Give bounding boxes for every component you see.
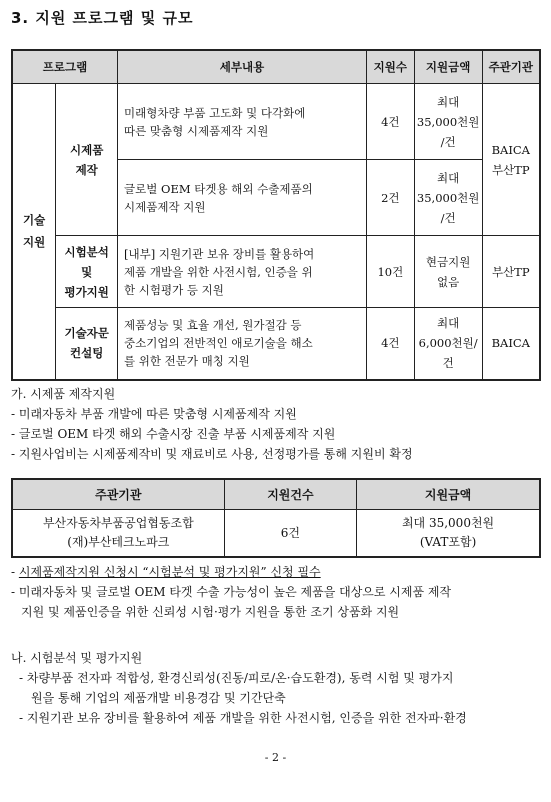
header-amount: 지원금액 — [414, 50, 482, 84]
section-na — [11, 648, 467, 728]
table-header-row — [12, 50, 540, 84]
detail-cell: 제품성능 및 효율 개선, 원가절감 등 중소기업의 전반적인 애로기술을 해소 를 위한 전문가 매칭 지원 — [118, 308, 367, 380]
page-number: - 2 - — [264, 751, 287, 764]
list-item: - 글로벌 OEM 타겟 해외 수출시장 진출 부품 시제품제작 지원 — [11, 427, 336, 441]
table-header-row — [12, 479, 540, 510]
note-required: - 시제품제작지원 신청시 “시험분석 및 평가지원” 신청 필수 — [11, 565, 321, 579]
header-amount: 지원금액 — [357, 479, 540, 510]
notes — [11, 562, 451, 622]
count-cell: 6건 — [224, 510, 356, 558]
org-cell: 부산자동차부품공업협동조합 (재)부산테크노파크 — [12, 510, 224, 558]
count-cell: 4건 — [366, 308, 414, 380]
header-org: 주관기관 — [12, 479, 224, 510]
header-count: 지원수 — [366, 50, 414, 84]
org-cell: BAICA 부산TP — [482, 84, 540, 236]
header-count: 지원건수 — [224, 479, 356, 510]
section-heading: 가. 시제품 제작지원 — [11, 387, 116, 401]
amount-cell: 최대 35,000천원 (VAT포함) — [357, 510, 540, 558]
amount-cell: 현금지원 없음 — [414, 236, 482, 308]
amount-cell: 최대 35,000천원 /건 — [414, 160, 482, 236]
table-row — [12, 236, 540, 308]
detail-cell: [내부] 지원기관 보유 장비를 활용하여 제품 개발을 위한 사전시험, 인증을 위 한 시험평가 등 지원 — [118, 236, 367, 308]
amount-cell: 최대 6,000천원/ 건 — [414, 308, 482, 380]
list-item: - 차량부품 전자파 적합성, 환경신뢰성(진동/피로/온·습도환경), 동력 시험 및 평가지 — [19, 671, 454, 685]
group-cell: 기술 지원 — [12, 84, 56, 380]
list-item: - 지원사업비는 시제품제작비 및 재료비로 사용, 선정평가를 통해 지원비 확정 — [11, 447, 413, 461]
note-description: - 미래자동차 및 글로벌 OEM 타겟 수출 가능성이 높은 제품을 대상으로 시제품 제작 — [11, 585, 452, 599]
org-cell: BAICA — [482, 308, 540, 380]
section-heading: 나. 시험분석 및 평가지원 — [11, 651, 143, 665]
section-ga — [11, 384, 413, 464]
program-table — [11, 49, 541, 381]
program-name-consulting: 기술자문 컨설팅 — [56, 308, 118, 380]
list-item: - 지원기관 보유 장비를 활용하여 제품 개발을 위한 사전시험, 인증을 위한 전자파·환경 — [19, 711, 467, 725]
list-item: - 미래자동차 부품 개발에 따른 맞춤형 시제품제작 지원 — [11, 407, 297, 421]
detail-cell: 미래형차량 부품 고도화 및 다각화에 따른 맞춤형 시제품제작 지원 — [118, 84, 367, 160]
table-row — [12, 84, 540, 160]
count-cell: 4건 — [366, 84, 414, 160]
amount-cell: 최대 35,000천원 /건 — [414, 84, 482, 160]
table-row — [12, 510, 540, 558]
prototype-support-table — [11, 478, 541, 558]
detail-cell: 글로벌 OEM 타겟용 해외 수출제품의 시제품제작 지원 — [118, 160, 367, 236]
program-name-testing: 시험분석 및 평가지원 — [56, 236, 118, 308]
program-name-prototype: 시제품 제작 — [56, 84, 118, 236]
list-item-cont: 원을 통해 기업의 제품개발 비용경감 및 기간단축 — [31, 691, 286, 705]
note-description-cont: 지원 및 제품인증을 위한 신뢰성 시험·평가 지원을 통한 조기 상품화 지원 — [21, 605, 400, 619]
org-cell: 부산TP — [482, 236, 540, 308]
header-org: 주관기관 — [482, 50, 540, 84]
count-cell: 2건 — [366, 160, 414, 236]
header-detail: 세부내용 — [118, 50, 367, 84]
header-program: 프로그램 — [12, 50, 118, 84]
count-cell: 10건 — [366, 236, 414, 308]
table-row — [12, 308, 540, 380]
page-title: 3. 지원 프로그램 및 규모 — [11, 9, 194, 27]
